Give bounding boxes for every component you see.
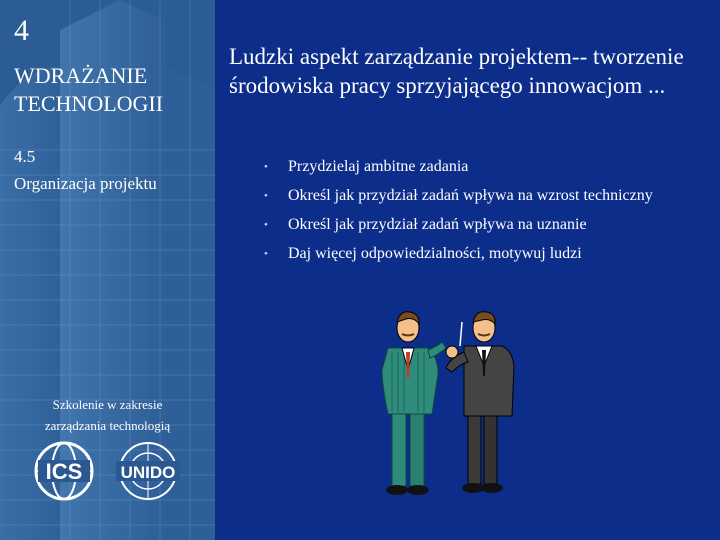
- svg-text:ICS: ICS: [45, 459, 83, 484]
- list-item: [262, 157, 702, 177]
- bullet-icon: •: [264, 219, 268, 231]
- subsection-number: 4.5: [14, 147, 36, 166]
- slide-title: Ludzki aspekt zarządzanie projektem-- tworzenie środowiska pracy sprzyjającego innowacjom ...: [229, 44, 684, 98]
- list-item: [262, 215, 702, 235]
- bullet-list: [262, 157, 702, 273]
- bullet-icon: •: [264, 248, 268, 260]
- bullet-text: Określ jak przydział zadań wpływa na uznanie: [288, 216, 587, 233]
- man-green-suit-icon: [382, 312, 446, 495]
- section-title: WDRAŻANIE TECHNOLOGII: [14, 63, 164, 116]
- organization-caption: [0, 394, 215, 436]
- sidebar-panel: [0, 0, 215, 540]
- organization-line-1: Szkolenie w zakresie: [52, 397, 163, 412]
- bullet-text: Przydzielaj ambitne zadania: [288, 158, 469, 175]
- partner-logos: [34, 440, 194, 502]
- organization-line-2: zarządzania technologią: [44, 418, 171, 433]
- list-item: [262, 186, 702, 206]
- bullet-icon: •: [264, 161, 268, 173]
- man-dark-suit-icon: [446, 312, 514, 493]
- section-number: 4: [14, 14, 29, 47]
- list-item: [262, 244, 702, 264]
- bullet-text: Daj więcej odpowiedzialności, motywuj ludzi: [288, 245, 582, 262]
- unido-logo-icon: [116, 443, 180, 499]
- bullet-text: Określ jak przydział zadań wpływa na wzrost techniczny: [288, 187, 653, 204]
- businessmen-illustration-icon: [372, 306, 522, 506]
- svg-text:UNIDO: UNIDO: [120, 463, 176, 482]
- ics-logo-icon: [36, 443, 92, 499]
- bullet-icon: •: [264, 190, 268, 202]
- subsection-title: Organizacja projektu: [14, 174, 157, 193]
